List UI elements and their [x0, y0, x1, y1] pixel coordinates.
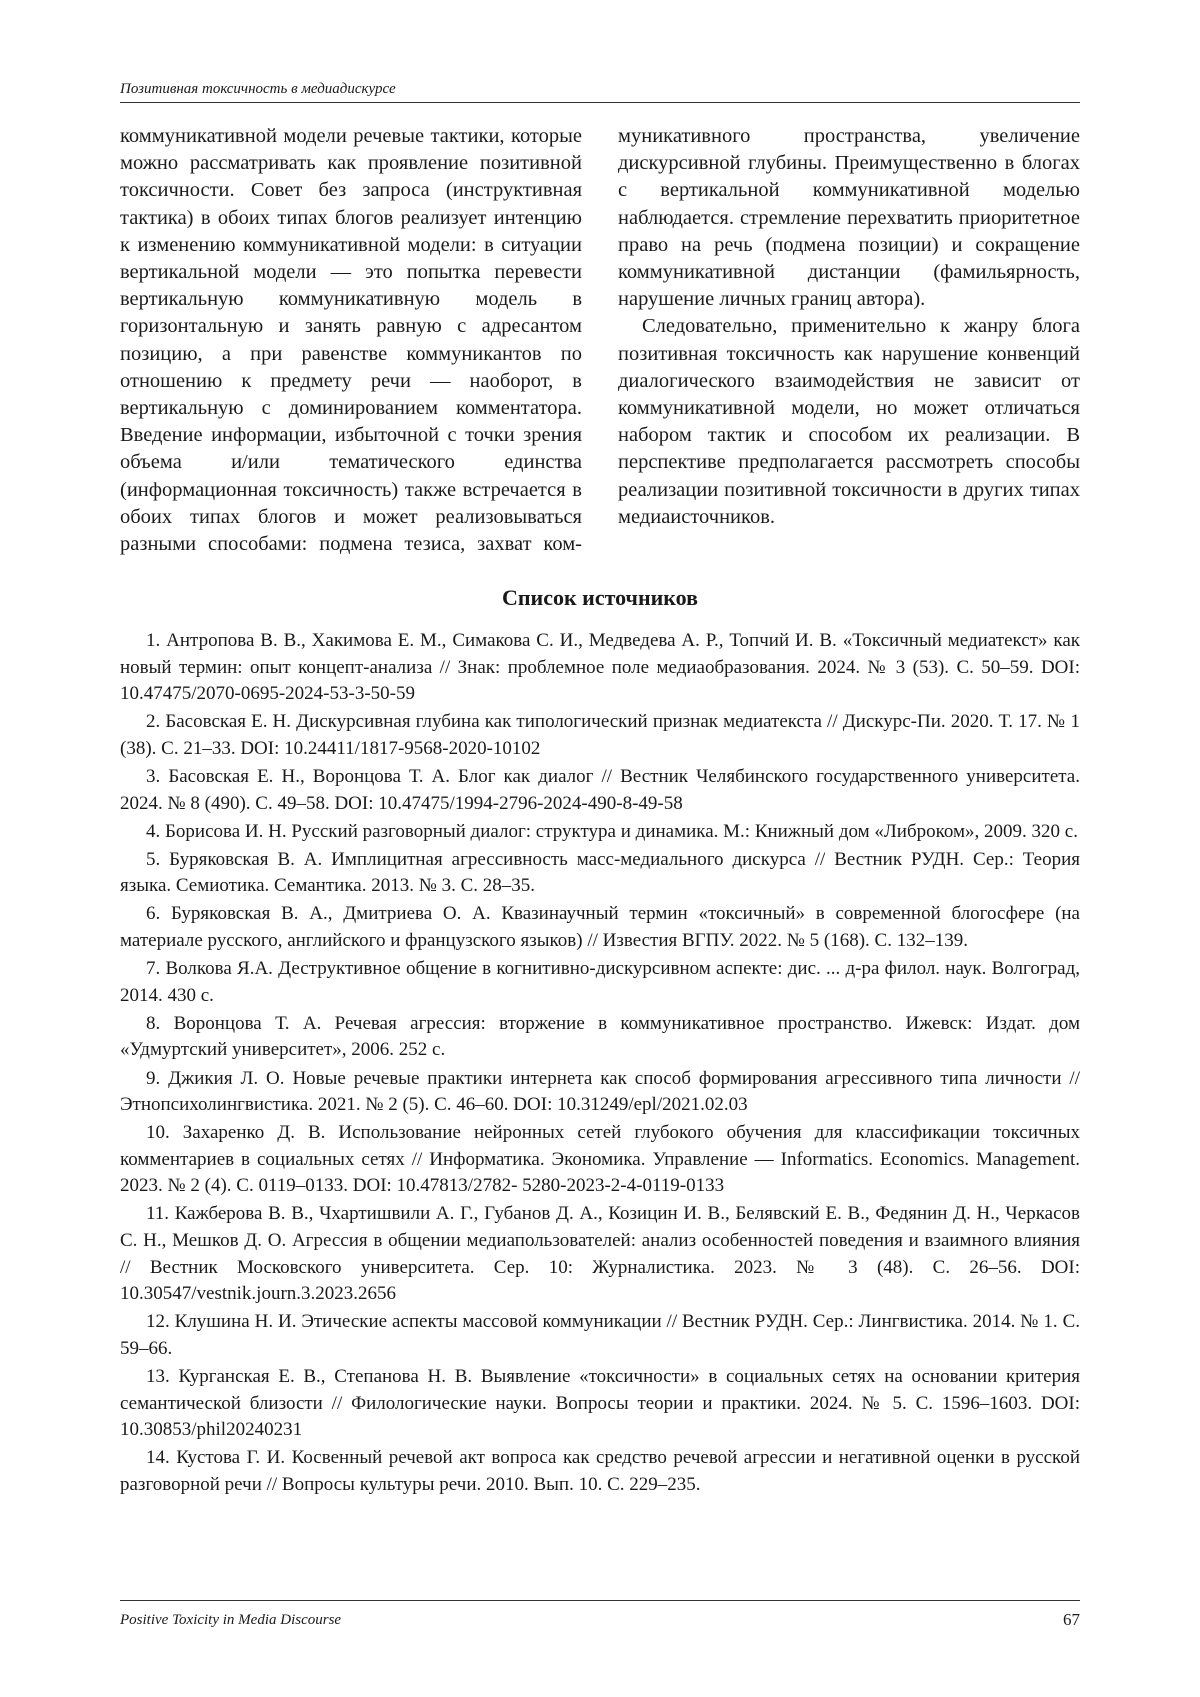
body-columns: [120, 123, 1080, 558]
reference-item: 12. Клушина Н. И. Этические аспекты массовой коммуникации // Вестник РУДН. Сер.: Лингвистика. 2014. № 1. С. 59–66.: [120, 1311, 1080, 1359]
footer-rule: [120, 1600, 1080, 1601]
left-column: [120, 123, 582, 558]
references-list: [120, 628, 1080, 1500]
running-head: Позитивная токсичность в медиадискурсе: [120, 81, 396, 97]
right-column: [618, 123, 1080, 558]
reference-item: 6. Буряковская В. А., Дмитриева О. А. Квазинаучный термин «токсичный» в современной блогосфере (на материале русского, английского и французского языков) // Известия ВГПУ. 2022. № 5 (168). С. 132–139.: [120, 903, 1080, 952]
reference-item: 14. Кустова Г. И. Косвенный речевой акт вопроса как средство речевой агрессии и негативной оценки в русской разговорной речи // Вопросы культуры речи. 2010. Вып. 10. С. 229–235.: [120, 1447, 1080, 1495]
reference-item: 9. Джикия Л. О. Новые речевые практики интернета как способ формирования агрессивного типа личности // Этнопсихолингвистика. 2021. № 2 (5). С. 46–60. DOI: 10.31249/epl/2021.02.03: [120, 1067, 1080, 1116]
header-rule: [120, 102, 1080, 103]
left-paragraph: коммуникативной модели речевые тактики, которые можно рассматривать как проявление позитивной токсичности. Совет без запроса (инструктивная тактика) в обоих типах блогов реализует интенцию к изменению коммуникативной модели: в ситуации вертикальной модели — это попытка перевести вертикальную коммуникативную модель в горизонтальную и занять равную с адресантом позицию, а при равенстве коммуникантов по отношению к предмету речи — наоборот, в вертикальную с доминированием комментатора. Введение информации, избыточной с точки зрения объема и/или тематического единства (информационная токсичность) также встречается в обоих типах блогов и может реализовываться разными способами: подмена тезиса, захват ком-: [120, 125, 582, 556]
right-paragraph: Следовательно, применительно к жанру блога позитивная токсичность как нарушение конвенций диалогического взаимодействия не зависит от коммуникативной модели, но может отличаться набором тактик и способом их реализации. В перспективе предполагается рассмотреть способы реализации позитивной токсичности в других типах медиаисточников.: [618, 315, 1080, 528]
page-number: 67: [1063, 1610, 1080, 1629]
reference-item: 1. Антропова В. В., Хакимова Е. М., Симакова С. И., Медведева А. Р., Топчий И. В. «Токсичный медиатекст» как новый термин: опыт концепт-анализа // Знак: проблемное поле медиаобразования. 2024. № 3 (53). С. 50–59. DOI: 10.47475/2070-0695-2024-53-3-50-59: [120, 630, 1080, 705]
reference-item: 3. Басовская Е. Н., Воронцова Т. А. Блог как диалог // Вестник Челябинского государственного университета. 2024. № 8 (490). С. 49–58. DOI: 10.47475/1994-2796-2024-490-8-49-58: [120, 765, 1080, 814]
right-paragraph: муникативного пространства, увеличение дискурсивной глубины. Преимущественно в блогах с вертикальной коммуникативной моделью наблюдается. стремление перехватить приоритетное право на речь (подмена позиции) и сокращение коммуникативной дистанции (фамильярность, нарушение личных границ автора).: [618, 125, 1080, 311]
reference-item: 10. Захаренко Д. В. Использование нейронных сетей глубокого обучения для классификации токсичных комментариев в социальных сетях // Информатика. Экономика. Управление — Informatics. Economics. Management. 2023. № 2 (4). С. 0119–0133. DOI: 10.47813/2782- 5280-2023-2-4-0119-0133: [120, 1122, 1080, 1197]
footer-title: Positive Toxicity in Media Discourse: [120, 1612, 342, 1628]
reference-item: 7. Волкова Я.А. Деструктивное общение в когнитивно-дискурсивном аспекте: дис. ... д-ра филол. наук. Волгоград, 2014. 430 с.: [120, 958, 1080, 1006]
reference-item: 13. Курганская Е. В., Степанова Н. В. Выявление «токсичности» в социальных сетях на основании критерия семантической близости // Филологические науки. Вопросы теории и практики. 2024. № 5. С. 1596–1603. DOI: 10.30853/phil20240231: [120, 1366, 1080, 1441]
references-title: Список источников: [501, 585, 699, 610]
reference-item: 5. Буряковская В. А. Имплицитная агрессивность масс-медиального дискурса // Вестник РУДН. Сер.: Теория языка. Семиотика. Семантика. 2013. № 3. С. 28–35.: [120, 848, 1080, 897]
reference-item: 2. Басовская Е. Н. Дискурсивная глубина как типологический признак медиатекста // Дискурс-Пи. 2020. Т. 17. № 1 (38). С. 21–33. DOI: 10.24411/1817-9568-2020-10102: [120, 711, 1080, 759]
reference-item: 8. Воронцова Т. А. Речевая агрессия: вторжение в коммуникативное пространство. Ижевск: Издат. дом «Удмуртский университет», 2006. 252 с.: [120, 1012, 1080, 1061]
reference-item: 11. Кажберова В. В., Чхартишвили А. Г., Губанов Д. А., Козицин И. В., Белявский Е. В., Федянин Д. Н., Черкасов С. Н., Мешков Д. О. Агрессия в общении медиапользователей: анализ особенностей поведения и взаимного влияния // Вестник Московского университета. Сер. 10: Журналистика. 2023. № 3 (48). С. 26–56. DOI: 10.30547/vestnik.journ.3.2023.2656: [120, 1203, 1080, 1305]
reference-item: 4. Борисова И. Н. Русский разговорный диалог: структура и динамика. М.: Книжный дом «Либроком», 2009. 320 с.: [146, 820, 1078, 842]
